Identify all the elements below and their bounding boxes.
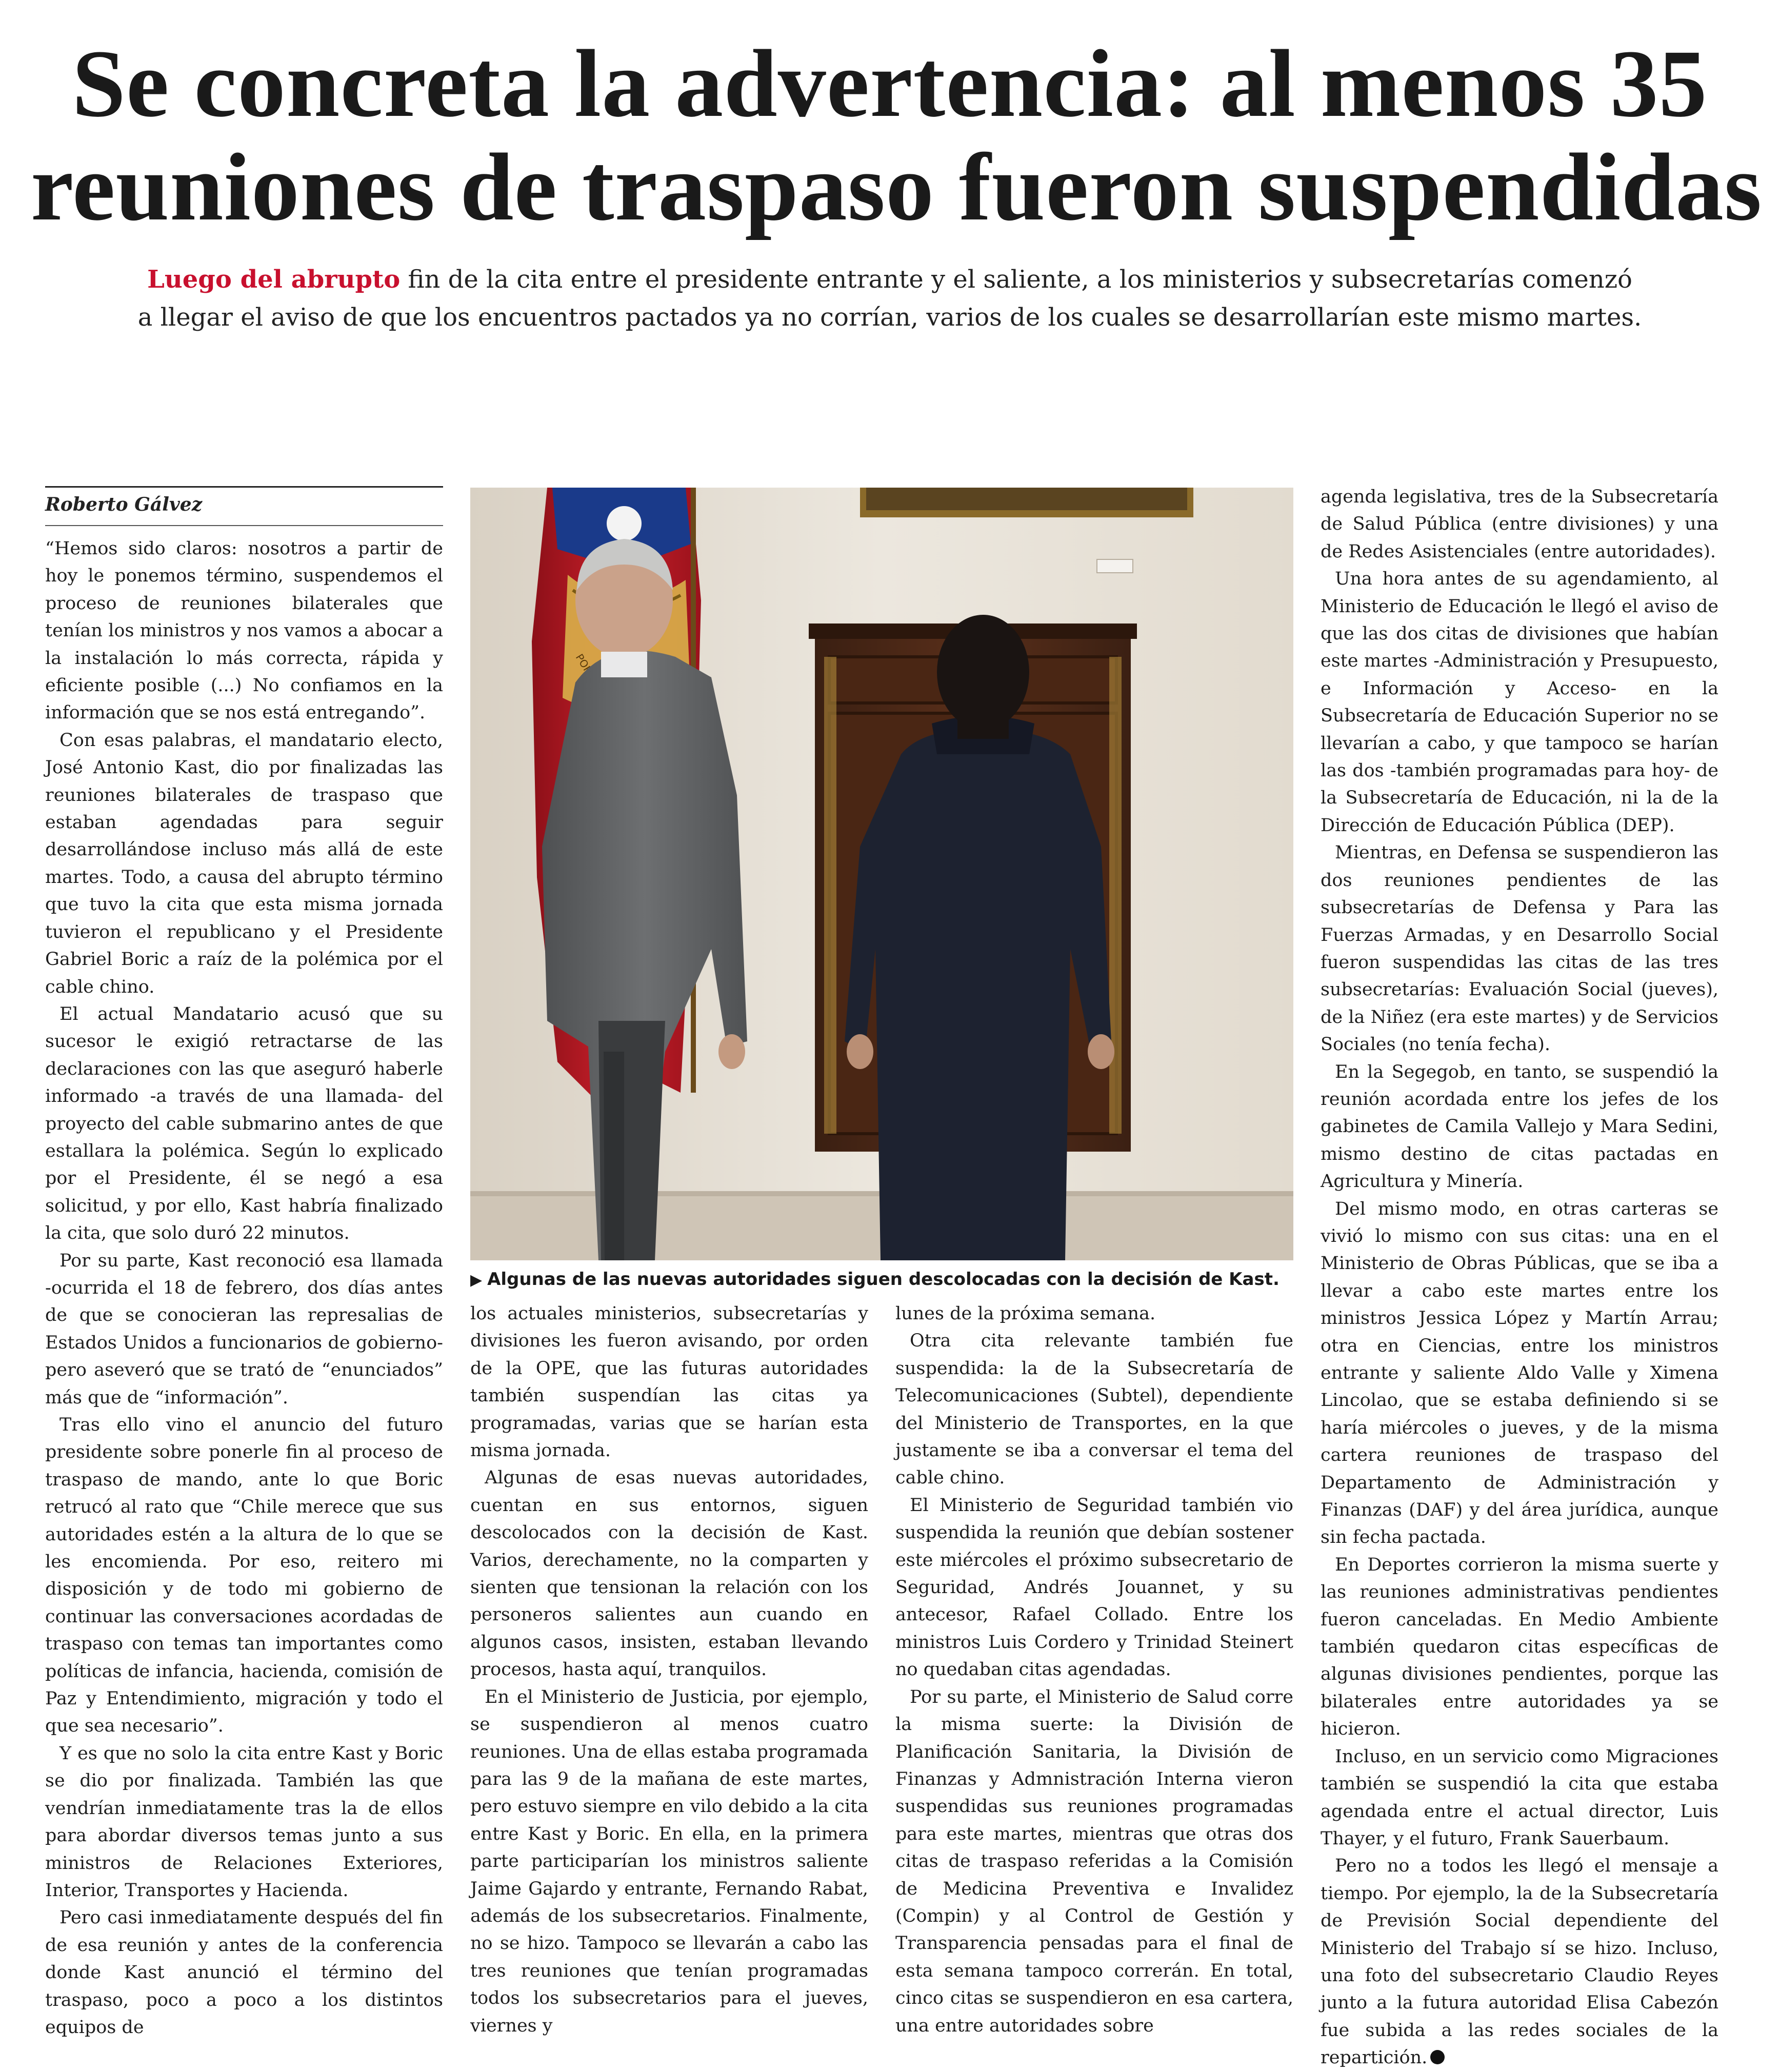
column-4 bbox=[1321, 484, 1718, 2072]
paragraph: Con esas palabras, el mandatario electo, José Antonio Kast, dio por finalizadas las reuniones bilaterales de traspaso que estaban agendadas para seguir desarrollándose incluso más allá de este martes. Todo, a causa del abrupto término que tuvo la cita que esta misma jornada tuvieron el republicano y el Presidente Gabriel Boric a raíz de la polémica por el cable chino. bbox=[45, 730, 443, 997]
paragraph: lunes de la próxima semana. bbox=[895, 1303, 1156, 1324]
photo-caption bbox=[470, 1266, 1293, 1293]
column-1 bbox=[45, 535, 443, 2041]
paragraph: Otra cita relevante también fue suspendida: la de la Subsecretaría de Telecomunicaciones (Subtel), dependiente del Ministerio de Transportes, en la que justamente se iba a conversar el tema del cable chino. bbox=[895, 1331, 1293, 1488]
photo-illustration bbox=[470, 488, 1293, 1260]
paragraph: Por su parte, Kast reconoció esa llamada -ocurrida el 18 de febrero, dos días antes de que se conocieran las represalias de Estados Unidos a funcionarios de gobierno- pero aseveró que se trató de “enunciados” más que de “información”. bbox=[45, 1250, 443, 1408]
wall-plaque bbox=[1097, 559, 1133, 573]
deck-summary bbox=[92, 260, 1687, 336]
column-2 bbox=[470, 1300, 868, 2040]
paragraph: En Deportes corrieron la misma suerte y las reuniones administrativas pendientes fueron canceladas. En Medio Ambiente también quedaron citas específicas de algunas divisiones pendientes, porque las bilaterales entre autoridades ya se hicieron. bbox=[1321, 1554, 1718, 1740]
paragraph: En el Ministerio de Justicia, por ejemplo, se suspendieron al menos cuatro reuniones. Una de ellas estaba programada para las 9 de la mañana de este martes, pero estuvo siempre en vilo debido a la cita entre Kast y Boric. En ella, en la primera parte participarían los ministros saliente Jaime Gajardo y entrante, Fernando Rabat, además de los subsecretarios. Finalmente, no se hizo. Tampoco se llevarán a cabo las tres reuniones que tenían programadas todos los subsecretarios para el jueves, viernes y bbox=[470, 1686, 868, 2036]
paragraph: Del mismo modo, en otras carteras se vivió lo mismo con sus citas: una en el Ministerio de Obras Públicas, que se iba a llevar a cabo este martes entre los ministros Jessica López y Martín Arrau; otra en Ciencias, entre los ministros entrante y saliente Aldo Valle y Ximena Lincolao, que se estaba definiendo si se haría miércoles o jueves, y de la misma cartera reuniones de traspaso del Departamento de Administración y Finanzas (DAF) y del área jurídica, aunque sin fecha pactada. bbox=[1321, 1198, 1718, 1548]
paragraph: Mientras, en Defensa se suspendieron las dos reuniones pendientes de las subsecretarías de Defensa y Para las Fuerzas Armadas, y en Desarrollo Social fueron suspendidas las citas de las tres subsecretarías: Evaluación Social (jueves), de la Niñez (era este martes) y de Servicios Sociales (no tenía fecha). bbox=[1321, 842, 1718, 1055]
paragraph: Una hora antes de su agendamiento, al Ministerio de Educación le llegó el aviso de que las dos citas de divisiones que habían este martes -Administración y Presupuesto, e Información y Acceso- en la Subsecretaría de Educación Superior no se llevarían a cabo, y que tampoco se harían las dos -también programadas para hoy- de la Subsecretaría de Educación, ni la de la Dirección de Educación Pública (DEP). bbox=[1321, 569, 1718, 836]
paragraph: Pero casi inmediatamente después del fin de esa reunión y antes de la conferencia donde Kast anunció el término del traspaso, poco a poco a los distintos equipos de bbox=[45, 1907, 443, 2038]
paragraph: Incluso, en un servicio como Migraciones también se suspendió la cita que estaba agendada entre el actual director, Luis Thayer, y el futuro, Frank Sauerbaum. bbox=[1321, 1746, 1718, 1849]
deck-lead: Luego del abrupto bbox=[147, 265, 401, 294]
paragraph: El Ministerio de Seguridad también vio suspendida la reunión que debían sostener este miércoles el próximo subsecretario de Seguridad, Andrés Jouannet, y su antecesor, Rafael Collado. Entre los ministros Luis Cordero y Trinidad Steinert no quedaban citas agendadas. bbox=[895, 1495, 1293, 1680]
paragraph: los actuales ministerios, subsecretarías y divisiones les fueron avisando, por orden de la OPE, que las futuras autoridades también suspendían las citas ya programadas, varias que se harían esta misma jornada. bbox=[470, 1303, 868, 1461]
deck-line-1 bbox=[92, 260, 1687, 298]
byline: Roberto Gálvez bbox=[45, 494, 203, 515]
deck-line-2: a llegar el aviso de que los encuentros pactados ya no corrían, varios de los cuales se desarrollarían este mismo martes. bbox=[137, 303, 1642, 332]
frame-inner bbox=[866, 488, 1187, 510]
headline bbox=[31, 30, 1763, 240]
paragraph: Y es que no solo la cita entre Kast y Boric se dio por finalizada. También las que vendrían inmediatamente tras la de ellos para abordar diversos temas junto a sus ministros de Relaciones Exteriores, Interior, Transportes y Hacienda. bbox=[45, 1743, 443, 1901]
byline-rule-top bbox=[45, 486, 443, 488]
byline-rule-bottom bbox=[45, 525, 443, 526]
deck-line-1-rest: fin de la cita entre el presidente entrante y el saliente, a los ministerios y subsecretarías comenzó bbox=[400, 265, 1632, 294]
paragraph: agenda legislativa, tres de la Subsecretaría de Salud Pública (entre divisiones) y una de Redes Asistenciales (entre autoridades). bbox=[1321, 487, 1718, 562]
news-photo bbox=[470, 488, 1293, 1260]
paragraph: El actual Mandatario acusó que su sucesor le exigió retractarse de las declaraciones con las que aseguró haberle informado -a través de una llamada- del proyecto del cable submarino antes de que estallara la polémica. Según lo explicado por el Presidente, él se negó a esa solicitud, y por ello, Kast habría finalizado la cita, que solo duró 22 minutos. bbox=[45, 1003, 443, 1244]
paragraph: En la Segegob, en tanto, se suspendió la reunión acordada entre los jefes de los gabinetes de Camila Vallejo y Mara Sedini, mismo destino de citas pactadas en Agricultura y Minería. bbox=[1321, 1061, 1718, 1192]
paragraph: “Hemos sido claros: nosotros a partir de hoy le ponemos término, suspendemos el proceso de reuniones bilaterales que tenían los ministros y nos vamos a abocar a la instalación lo más correcta, rápida y eficiente posible (...) No confiamos en la información que se nos está entregando”. bbox=[45, 538, 443, 723]
paragraph-text: Pero no a todos les llegó el mensaje a tiempo. Por ejemplo, la de la Subsecretaría de Previsión Social dependiente del Ministerio del Trabajo sí se hizo. Incluso, una foto del subsecretario Claudio Reyes junto a la futura autoridad Elisa Cabezón fue subida a las redes sociales de la repartición. bbox=[1321, 1856, 1718, 2068]
headline-line-1: Se concreta la advertencia: al menos 35 bbox=[72, 30, 1708, 137]
headline-line-2: reuniones de traspaso fueron suspendidas bbox=[31, 133, 1763, 240]
caption-text: Algunas de las nuevas autoridades siguen descolocadas con la decisión de Kast. bbox=[487, 1269, 1280, 1290]
column-3 bbox=[895, 1300, 1293, 2040]
caption-triangle-icon: ▶ bbox=[470, 1271, 483, 1289]
paragraph: Por su parte, el Ministerio de Salud corre la misma suerte: la División de Planificación Sanitaria, la División de Finanzas y Admnistración Interna vieron suspendidas sus reuniones programadas para este martes, mientras que otras dos citas de traspaso referidas a la Comisión de Medicina Preventiva e Invalidez (Compin) y al Control de Gestión y Transparencia pensadas para el final de esta semana tampoco correrán. En total, cinco citas se suspendieron en esa cartera, una entre autoridades sobre bbox=[895, 1686, 1293, 2036]
paragraph bbox=[1321, 1853, 1718, 2071]
paragraph: Tras ello vino el anuncio del futuro presidente sobre ponerle fin al proceso de traspaso de mando, ante lo que Boric retrucó al rato que “Chile merece que sus autoridades estén a la altura de lo que se les encomienda. Por eso, reitero mi disposición y de todo mi gobierno de continuar las conversaciones acordadas de traspaso con temas tan importantes como políticas de infancia, hacienda, comisión de Paz y Entendimiento, migración y todo el que sea necesario”. bbox=[45, 1415, 443, 1737]
end-of-article-icon bbox=[1430, 2050, 1445, 2064]
paragraph: Algunas de esas nuevas autoridades, cuentan en sus entornos, siguen descolocados con la decisión de Kast. Varios, derechamente, no la comparten y sienten que tensionan la relación con los personeros salientes aun cuando en algunos casos, insisten, estaban llevando procesos, hasta aquí, tranquilos. bbox=[470, 1467, 868, 1680]
